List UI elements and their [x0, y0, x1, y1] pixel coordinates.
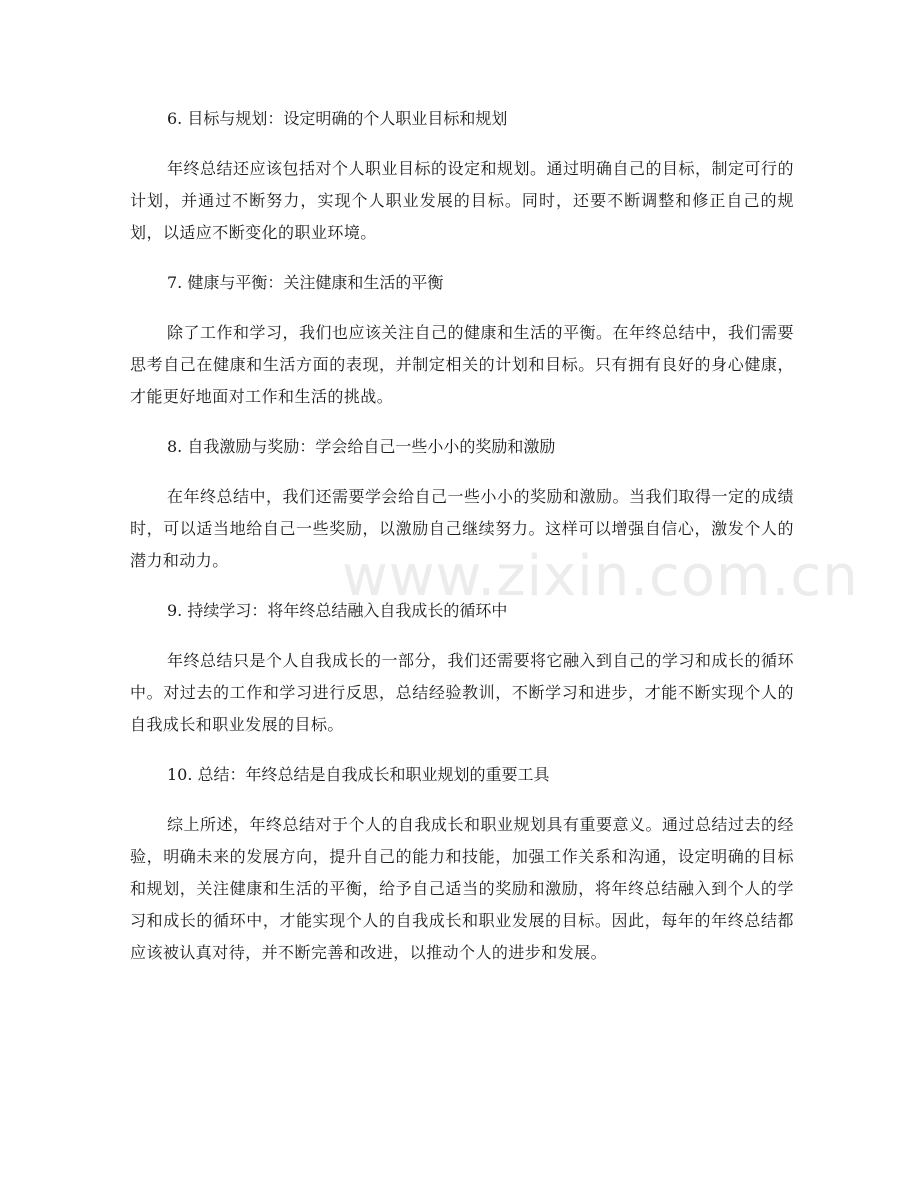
section-heading-8: 8. 自我激励与奖励：学会给自己一些小小的奖励和激励 — [167, 437, 556, 456]
section-paragraph-10: 综上所述，年终总结对于个人的自我成长和职业规划具有重要意义。通过总结过去的经验，明确未来的发展方向，提升自己的能力和技能，加强工作关系和沟通，设定明确的目标和规划，关注健康和生活的平衡，给予自己适当的奖励和激励，将年终总结融入到个人的学习和成长的循环中，才能实现个人的自我成长和职业发展的目标。因此，每年的年终总结都应该被认真对待，并不断完善和改进，以推动个人的进步和发展。 — [130, 815, 794, 962]
section-heading-9: 9. 持续学习：将年终总结融入自我成长的循环中 — [167, 601, 508, 620]
section-paragraph-9: 年终总结只是个人自我成长的一部分，我们还需要将它融入到自己的学习和成长的循环中。对过去的工作和学习进行反思，总结经验教训，不断学习和进步，才能不断实现个人的自我成长和职业发展的目标。 — [130, 651, 794, 734]
watermark-text: www.zixin.com.cn — [342, 544, 859, 609]
document-body — [130, 103, 794, 969]
section-heading-10: 10. 总结：年终总结是自我成长和职业规划的重要工具 — [167, 765, 550, 784]
section-paragraph-6: 年终总结还应该包括对个人职业目标的设定和规划。通过明确自己的目标，制定可行的计划，并通过不断努力，实现个人职业发展的目标。同时，还要不断调整和修正自己的规划，以适应不断变化的职业环境。 — [130, 159, 794, 242]
section-heading-7: 7. 健康与平衡：关注健康和生活的平衡 — [167, 273, 444, 292]
section-heading-6: 6. 目标与规划：设定明确的个人职业目标和规划 — [167, 109, 508, 128]
section-paragraph-7: 除了工作和学习，我们也应该关注自己的健康和生活的平衡。在年终总结中，我们需要思考自己在健康和生活方面的表现，并制定相关的计划和目标。只有拥有良好的身心健康，才能更好地面对工作和生活的挑战。 — [130, 323, 794, 406]
section-paragraph-8: 在年终总结中，我们还需要学会给自己一些小小的奖励和激励。当我们取得一定的成绩时，可以适当地给自己一些奖励，以激励自己继续努力。这样可以增强自信心，激发个人的潜力和动力。 — [130, 487, 794, 570]
